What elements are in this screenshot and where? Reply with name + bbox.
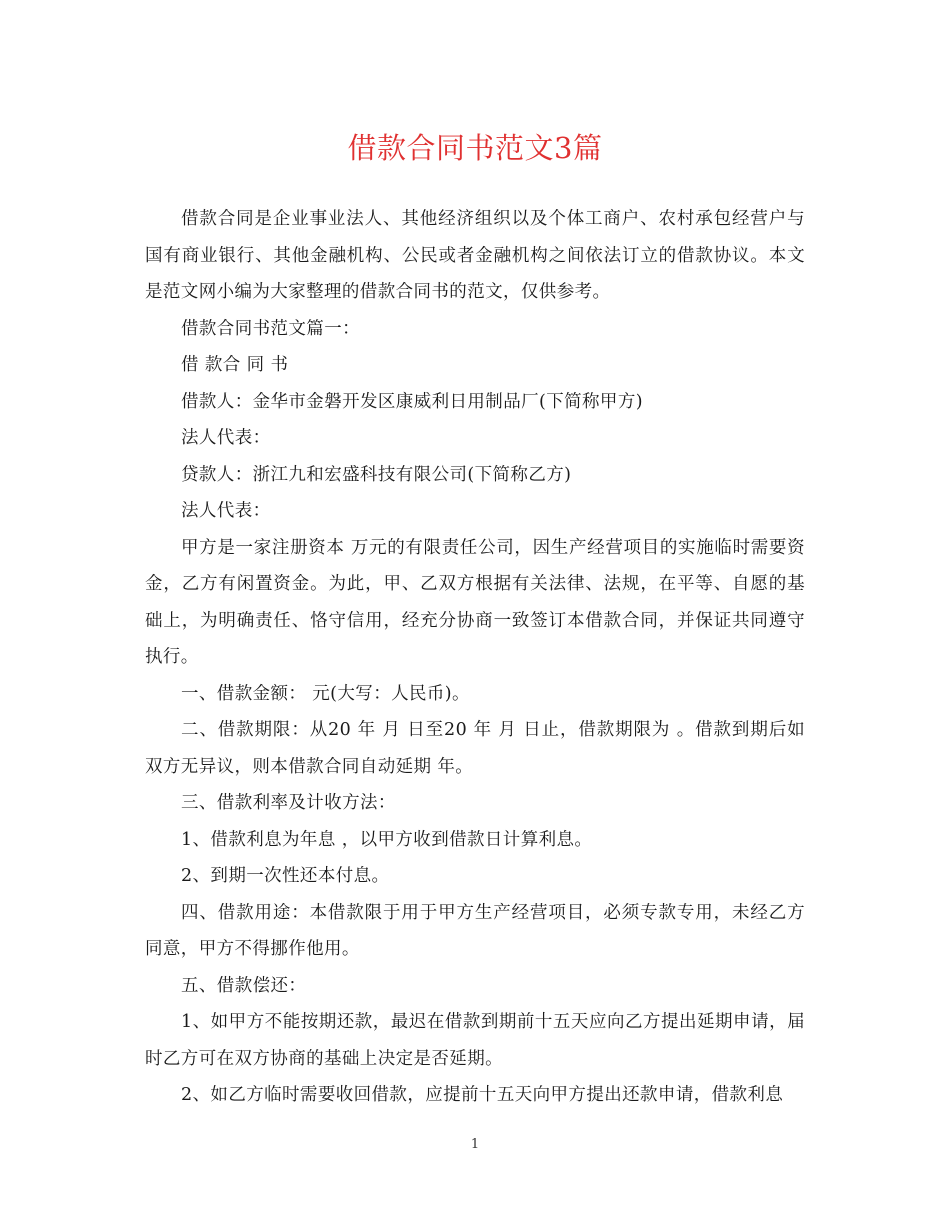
paragraph-section-heading: 借款合同书范文篇一： bbox=[181, 318, 360, 339]
page-number: 1 bbox=[470, 1137, 480, 1152]
paragraph-preamble: 甲方是一家注册资本 万元的有限责任公司，因生产经营项目的实施临时需要资金，乙方有闲置资金。为此，甲、乙双方根据有关法律、法规，在平等、自愿的基础上，为明确责任、恪守信用，经充分协商一致签订本借款合同，并保证共同遵守执行。 bbox=[145, 537, 805, 667]
paragraph-borrower: 借款人：金华市金磐开发区康威利日用制品厂(下简称甲方) bbox=[181, 391, 643, 412]
paragraph-intro: 借款合同是企业事业法人、其他经济组织以及个体工商户、农村承包经营户与国有商业银行、其他金融机构、公民或者金融机构之间依法订立的借款协议。本文是范文网小编为大家整理的借款合同书的范文，仅供参考。 bbox=[145, 209, 805, 302]
paragraph-lender-representative: 法人代表： bbox=[181, 501, 271, 521]
paragraph-lender: 贷款人：浙江九和宏盛科技有限公司(下简称乙方) bbox=[181, 464, 572, 485]
document-body bbox=[145, 201, 805, 1114]
paragraph-clause-interest-item-2: 2、到期一次性还本付息。 bbox=[181, 866, 390, 886]
paragraph-contract-heading: 借 款合 同 书 bbox=[181, 355, 289, 375]
paragraph-clause-term: 二、借款期限：从20 年 月 日至20 年 月 日止，借款期限为 。借款到期后如双方无异议，则本借款合同自动延期 年。 bbox=[145, 720, 805, 777]
paragraph-clause-repayment-item-2: 2、如乙方临时需要收回借款，应提前十五天向甲方提出还款申请，借款利息 bbox=[181, 1085, 784, 1105]
paragraph-clause-interest-item-1: 1、借款利息为年息 ，以甲方收到借款日计算利息。 bbox=[181, 829, 593, 850]
document-title: 借款合同书范文3篇 bbox=[347, 131, 603, 165]
paragraph-clause-amount: 一、借款金额： 元(大写：人民币)。 bbox=[181, 683, 470, 704]
paragraph-clause-repayment-item-1: 1、如甲方不能按期还款，最迟在借款到期前十五天应向乙方提出延期申请，届时乙方可在双方协商的基础上决定是否延期。 bbox=[145, 1012, 805, 1069]
paragraph-borrower-representative: 法人代表： bbox=[181, 428, 271, 448]
paragraph-clause-repayment: 五、借款偿还： bbox=[181, 975, 307, 996]
paragraph-clause-interest: 三、借款利率及计收方法： bbox=[181, 793, 396, 813]
paragraph-clause-purpose: 四、借款用途：本借款限于用于甲方生产经营项目，必须专款专用，未经乙方同意，甲方不得挪作他用。 bbox=[145, 902, 805, 959]
